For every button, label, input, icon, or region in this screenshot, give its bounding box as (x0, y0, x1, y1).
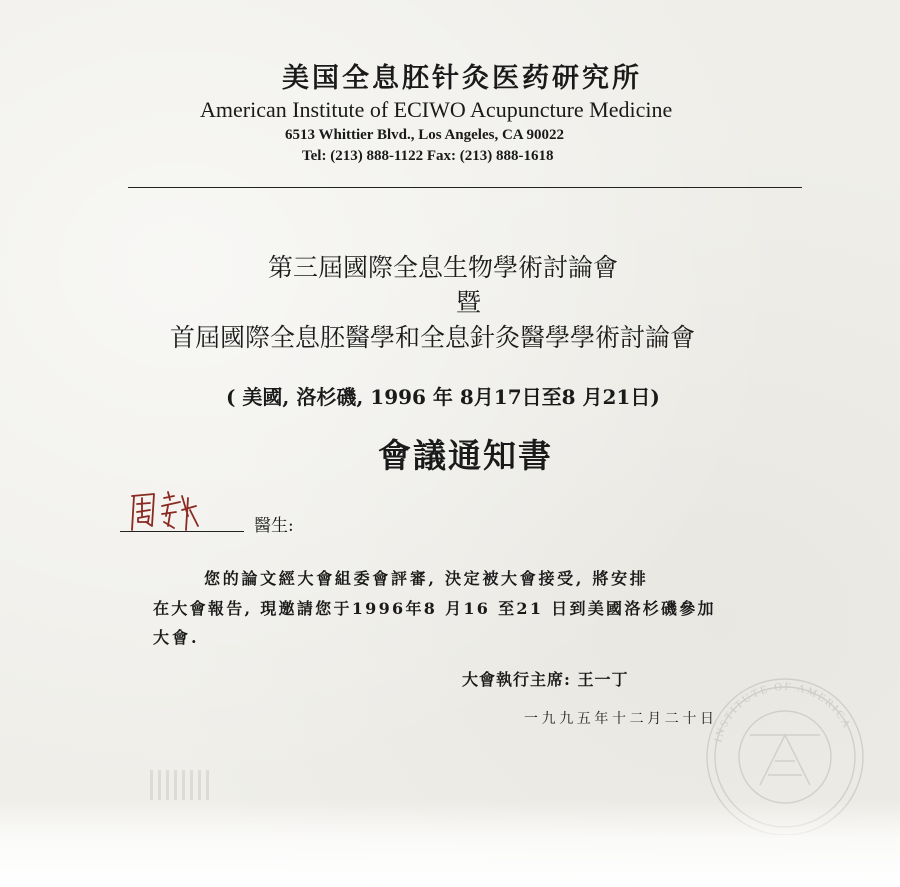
institute-name-english: American Institute of ECIWO Acupuncture Medicine (200, 97, 673, 122)
signature-line (120, 531, 244, 532)
body-line-3: 大會. (153, 628, 200, 647)
notice-title: 會議通知書 (378, 436, 553, 475)
salutation-suffix: 醫生: (254, 516, 294, 536)
conference-location-dates: ( 美國, 洛杉磯, 1996 年 8月17日至8 月21日) (226, 385, 660, 409)
institute-contact: Tel: (213) 888-1122 Fax: (213) 888-1618 (302, 148, 554, 164)
executive-chair: 大會執行主席: 王一丁 (462, 670, 629, 689)
body-line-1: 您的論文經大會組委會評審, 決定被大會接受, 將安排 (204, 569, 649, 588)
svg-text:INSTITUTE OF AMERICA: INSTITUTE OF AMERICA (712, 680, 854, 744)
conference-title-line-3: 首屆國際全息胚醫學和全息針灸醫學學術討論會 (170, 323, 696, 352)
institute-name-chinese: 美国全息胚针灸医药研究所 (282, 63, 642, 94)
conference-title-line-1: 第三屆國際全息生物學術討論會 (268, 253, 619, 282)
letterhead-divider (128, 187, 802, 188)
institute-address: 6513 Whittier Blvd., Los Angeles, CA 90022 (285, 127, 565, 143)
faint-mark (150, 770, 210, 800)
body-line-2: 在大會報告, 現邀請您于1996年8 月16 至21 日到美國洛杉磯參加 (153, 599, 716, 618)
handwritten-signature (124, 486, 214, 536)
conference-title-line-2: 暨 (456, 288, 482, 317)
bottom-overexposure (0, 800, 900, 887)
letter-date: 一九九五年十二月二十日 (524, 711, 718, 727)
